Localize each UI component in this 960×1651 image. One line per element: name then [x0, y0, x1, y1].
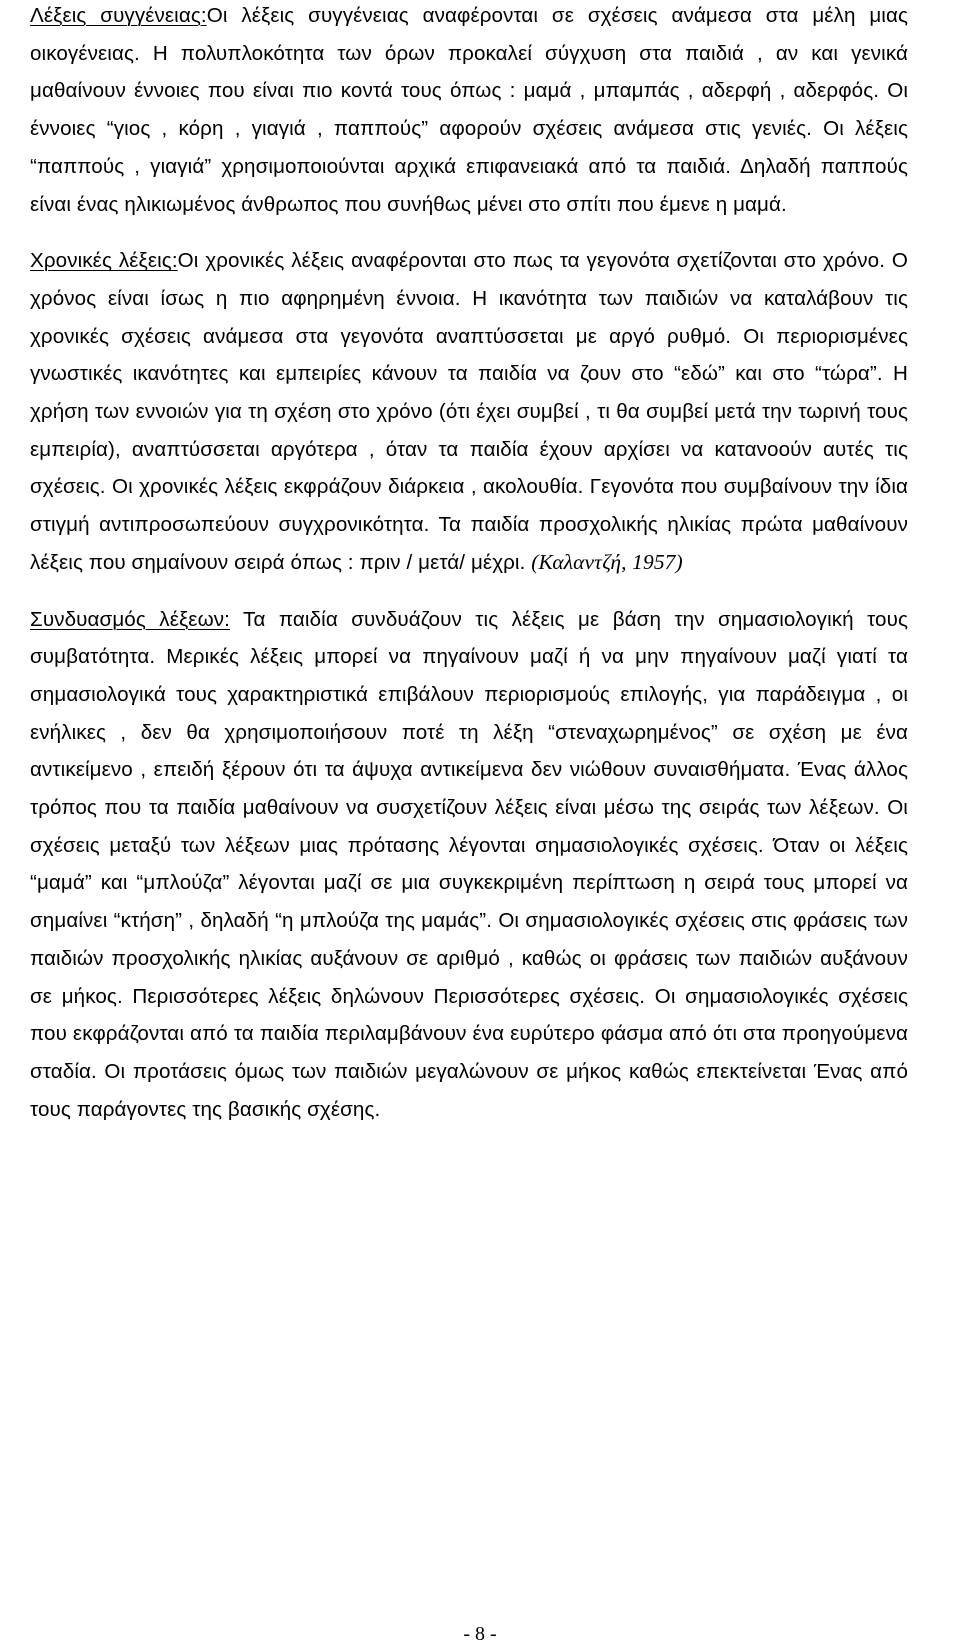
citation: (Καλαντζή, 1957): [531, 549, 683, 574]
heading-kinship-words: Λέξεις συγγένειας:: [30, 4, 207, 27]
paragraph-kinship-words: [30, 0, 908, 223]
heading-time-words: Χρονικές λέξεις:: [30, 249, 178, 273]
paragraph-word-combination: [30, 601, 908, 1129]
paragraph-time-words-text: Οι χρονικές λέξεις αναφέρονται στο πως τα γεγονότα σχετίζονται στο χρόνο. Ο χρόνος είναι ίσως η πιο αφηρημένη έννοια. Η ικανότητα των παιδιών να καταλάβουν τις χρονικές σχέσεις ανάμεσα στα γεγονότα αναπτύσσεται με αργό ρυθμό. Οι περιορισμένες γνωστικές ικανότητες και εμπειρίες κάνουν τα παιδία να ζουν στο “εδώ” και στο “τώρα”. Η χρήση των εννοιών για τη σχέση στο χρόνο (ότι έχει συμβεί , τι θα συμβεί μετά την τωρινή τους εμπειρία), αναπτύσσεται αργότερα , όταν τα παιδία έχουν αρχίσει να κατανοούν αυτές τις σχέσεις. Οι χρονικές λέξεις εκφράζουν διάρκεια , ακολουθία. Γεγονότα που συμβαίνουν την ίδια στιγμή αντιπροσωπεύουν συγχρονικότητα. Τα παιδία προσχολικής ηλικίας πρώτα μαθαίνουν λέξεις που σημαίνουν σειρά όπως : πριν / μετά/ μέχρι.: [30, 249, 908, 574]
document-page: [30, 0, 908, 1128]
page-number: - 8 -: [463, 1623, 497, 1645]
heading-word-combination: Συνδυασμός λέξεων:: [30, 607, 230, 631]
paragraph-kinship-words-text: Οι λέξεις συγγένειας αναφέρονται σε σχέσεις ανάμεσα στα μέλη μιας οικογένειας. Η πολυπλοκότητα των όρων προκαλεί σύγχυση στα παιδιά , αν και γενικά μαθαίνουν έννοιες που είναι πιο κοντά τους όπως : μαμά , μπαμπάς , αδερφή , αδερφός. Οι έννοιες “γιος , κόρη , γιαγιά , παππούς” αφορούν σχέσεις ανάμεσα στις γενιές. Οι λέξεις “παππούς , γιαγιά” χρησιμοποιούνται αρχικά επιφανειακά από τα παιδιά. Δηλαδή παππούς είναι ένας ηλικιωμένος άνθρωπος που συνήθως μένει στο σπίτι που έμενε η μαμά.: [30, 4, 908, 216]
paragraph-word-combination-text: Τα παιδία συνδυάζουν τις λέξεις με βάση την σημασιολογική τους συμβατότητα. Μερικές λέξεις μπορεί να πηγαίνουν μαζί ή να μην πηγαίνουν μαζί γιατί τα σημασιολογικά τους χαρακτηριστικά επιβάλουν περιορισμούς επιλογής, για παράδειγμα , οι ενήλικες , δεν θα χρησιμοποιήσουν ποτέ τη λέξη “στεναχωρημένος” σε σχέση με ένα αντικείμενο , επειδή ξέρουν ότι τα άψυχα αντικείμενα δεν νιώθουν συναισθήματα. Ένας άλλος τρόπος που τα παιδία μαθαίνουν να συσχετίζουν λέξεις είναι μέσω της σειράς των λέξεων. Οι σχέσεις μεταξύ των λέξεων μιας πρότασης λέγονται σημασιολογικές σχέσεις. Όταν οι λέξεις “μαμά” και “μπλούζα” λέγονται μαζί σε μια συγκεκριμένη περίπτωση η σειρά τους μπορεί να σημαίνει “κτήση” , δηλαδή “η μπλούζα της μαμάς”. Οι σημασιολογικές σχέσεις στις φράσεις των παιδιών προσχολικής ηλικίας αυξάνουν σε αριθμό , καθώς οι φράσεις των παιδιών αυξάνουν σε μήκος. Περισσότερες λέξεις δηλώνουν Περισσότερες σχέσεις. Οι σημασιολογικές σχέσεις που εκφράζονται από τα παιδία περιλαμβάνουν ένα ευρύτερο φάσμα από ότι στα προηγούμενα σταδία. Οι προτάσεις όμως των παιδιών μεγαλώνουν σε μήκος καθώς επεκτείνεται Ένας από τους παράγοντες της βασικής σχέσης.: [30, 607, 909, 1121]
paragraph-time-words: [30, 242, 908, 581]
